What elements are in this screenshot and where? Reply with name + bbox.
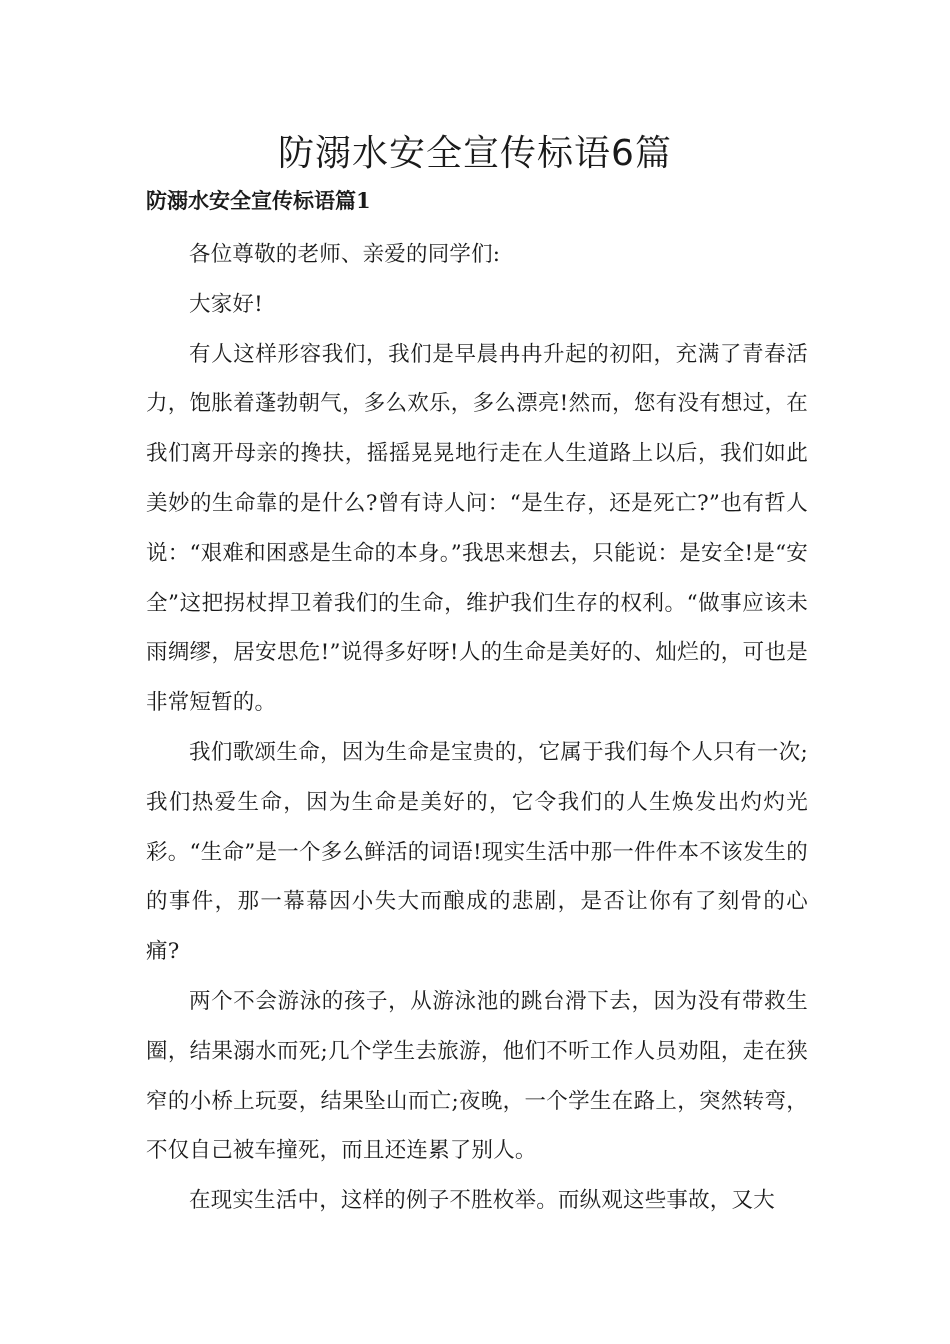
paragraph: 两个不会游泳的孩子，从游泳池的跳台滑下去，因为没有带救生圈，结果溺水而死;几个学生去旅游，他们不听工作人员劝阻，走在狭窄的小桥上玩耍，结果坠山而亡;夜晚，一个学生在路上，突然转弯，不仅自己被车撞死，而且还连累了别人。 bbox=[146, 988, 808, 1164]
section-heading: 防溺水安全宣传标语篇1 bbox=[146, 188, 371, 213]
paragraph: 我们歌颂生命，因为生命是宝贵的，它属于我们每个人只有一次;我们热爱生命，因为生命是美好的，它令我们的人生焕发出灼灼光彩。“生命”是一个多么鲜活的词语!现实生活中那一件件本不该发生的的事件，那一幕幕因小失大而酿成的悲剧，是否让你有了刻骨的心痛? bbox=[146, 739, 808, 965]
paragraph: 在现实生活中，这样的例子不胜枚举。而纵观这些事故，又大 bbox=[189, 1188, 775, 1214]
document-title: 防溺水安全宣传标语6篇 bbox=[278, 133, 672, 174]
paragraph-hello: 大家好! bbox=[189, 291, 263, 317]
document-body bbox=[146, 230, 808, 1226]
paragraph: 有人这样形容我们，我们是早晨冉冉升起的初阳，充满了青春活力，饱胀着蓬勃朝气，多么欢乐，多么漂亮!然而，您有没有想过，在我们离开母亲的搀扶，摇摇晃晃地行走在人生道路上以后，我们如此美妙的生命靠的是什么?曾有诗人问：“是生存，还是死亡?”也有哲人说：“艰难和困惑是生命的本身。”我思来想去，只能说：是安全!是“安全”这把拐杖捍卫着我们的生命，维护我们生存的权利。“做事应该未雨绸缪，居安思危!”说得多好呀!人的生命是美好的、灿烂的，可也是非常短暂的。 bbox=[146, 341, 808, 716]
paragraph-greeting: 各位尊敬的老师、亲爱的同学们: bbox=[189, 242, 501, 267]
